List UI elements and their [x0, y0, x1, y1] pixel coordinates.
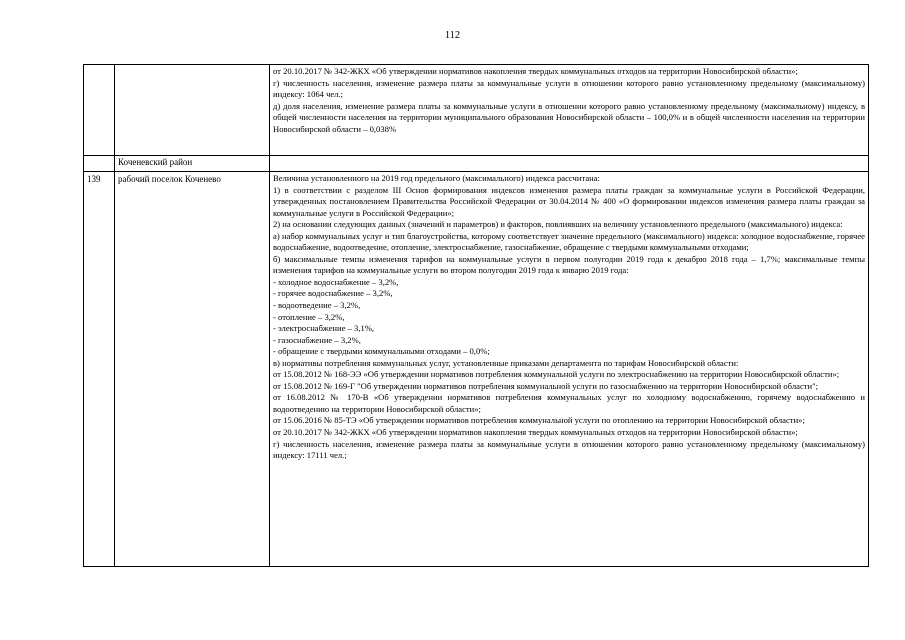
paragraph: Величина установленного на 2019 год предельного (максимального) индекса рассчитана:	[273, 173, 600, 183]
paragraph: от 15.06.2016 № 85-ТЭ «Об утверждении нормативов потребления коммунальной услуги по отоплению на территории Новосибирской области»;	[273, 415, 805, 426]
list-item: - электроснабжение – 3,1%,	[273, 323, 375, 334]
paragraph: г) численность населения, изменение размера платы за коммунальные услуги в отношении которого равно установленному предельному (максимальному) индексу: 17111 чел.;	[273, 438, 865, 461]
page-number: 112	[444, 30, 461, 41]
list-item: - отопление – 3,2%,	[273, 311, 345, 322]
paragraph: от 20.10.2017 № 342-ЖКХ «Об утверждении нормативов накопления твердых коммунальных отходов на территории Новосибирской области»;	[273, 66, 798, 76]
district-name: Коченевский район	[115, 156, 270, 172]
row-number-cell	[84, 156, 115, 172]
paragraph: б) максимальные темпы изменения тарифов на коммунальные услуги в первом полугодии 2019 года к декабрю 2018 года – 1,7%; максимальные темпы изменения тарифов на коммунальные услуги во втором полугодии 2019 года к январю 2019 года:	[273, 253, 865, 276]
table-row	[84, 172, 869, 567]
list-item: - горячее водоснабжение – 3,2%,	[273, 288, 393, 299]
empty-cell	[270, 156, 869, 172]
list-item: - водоотведение – 3,2%,	[273, 300, 361, 311]
paragraph: от 15.08.2012 № 169-Г "Об утверждении нормативов потребления коммунальной услуги по газоснабжению на территории Новосибирской области";	[273, 380, 819, 391]
description-cell	[270, 172, 869, 567]
list-item: - обращение с твердыми коммунальными отходами – 0,0%;	[273, 346, 490, 357]
paragraph: от 15.08.2012 № 168-ЭЭ «Об утверждении нормативов потребления коммунальной услуги по электроснабжению на территории Новосибирской области»;	[273, 369, 840, 380]
index-table	[83, 64, 869, 567]
list-item: - газоснабжение – 3,2%,	[273, 334, 361, 345]
list-item: - холодное водоснабжение – 3,2%,	[273, 276, 399, 287]
paragraph: д) доля населения, изменение размера платы за коммунальные услуги в отношении которого равно установленному предельному (максимальному) индексу, в общей численности населения на территории муниципального образования Новосибирской области – 100,0% и в общей численности населения на территории Новосибирской области – 0,038%	[273, 100, 865, 134]
table-row	[84, 65, 869, 156]
description-cell	[270, 65, 869, 156]
row-number-cell	[84, 65, 115, 156]
paragraph: от 20.10.2017 № 342-ЖКХ «Об утверждении нормативов накопления твердых коммунальных отходов на территории Новосибирской области»;	[273, 427, 798, 438]
district-row	[84, 156, 869, 172]
paragraph: в) нормативы потребления коммунальных услуг, установленные приказами департамента по тарифам Новосибирской области:	[273, 357, 739, 368]
paragraph: 2) на основании следующих данных (значений и параметров) и факторов, повлиявших на величину установленного предельного (максимального) индекса:	[273, 219, 843, 230]
row-number-cell: 139	[84, 172, 115, 567]
settlement-cell: рабочий поселок Коченево	[115, 172, 270, 567]
paragraph: а) набор коммунальных услуг и тип благоустройства, которому соответствует значение предельного (максимального) индекса: холодное водоснабжение, горячее водоснабжение, водоотведение, отопление, электроснабжение, газоснабжение, обращение с твердыми коммунальными отходами;	[273, 230, 865, 253]
paragraph: 1) в соответствии с разделом III Основ формирования индексов изменения размера платы граждан за коммунальные услуги в Российской Федерации, утвержденных постановлением Правительства Российской Федерации от 30.04.2014 № 400 «О формировании индексов изменения размера платы граждан за коммунальные услуги в Российской Федерации»;	[273, 184, 865, 218]
paragraph: от 16.08.2012 № 170-В «Об утверждении нормативов потребления коммунальных услуг по холодному водоснабжению, горячему водоснабжению и водоотведению на территории Новосибирской области»;	[273, 392, 865, 414]
paragraph: г) численность населения, изменение размера платы за коммунальные услуги в отношении которого равно установленному предельному (максимальному) индексу: 1064 чел.;	[273, 77, 865, 100]
settlement-cell	[115, 65, 270, 156]
